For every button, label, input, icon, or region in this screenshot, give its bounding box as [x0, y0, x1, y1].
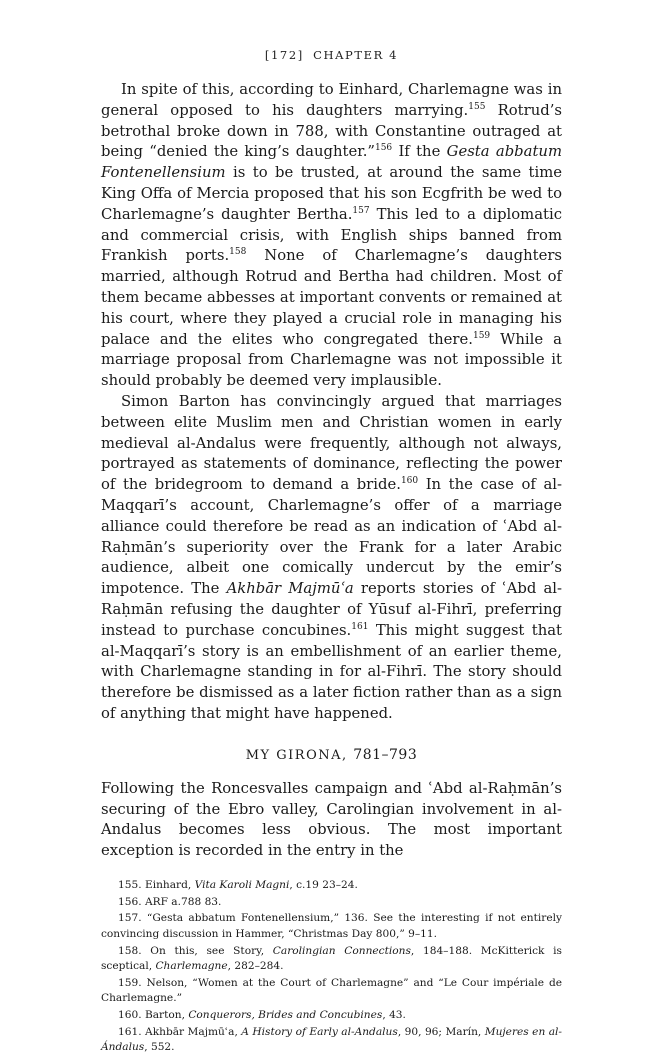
footnote-ref: 158: [229, 247, 247, 258]
italic-title: Charlemagne: [155, 960, 228, 973]
section-heading: [101, 747, 562, 763]
running-head: [101, 48, 562, 62]
paragraph-2: Simon Barton has convincingly argued that marriages between elite Muslim men and Christian women in early medieval al-Andalus were frequently, although not always, portrayed as statements of dominance, reflecting the power of the bridegroom to demand a bride.$^{160}$ In the case of al-Maqqarī’s account, Charlemagne’s offer of a marriage alliance could therefore be read as an indication of ʿAbd al-Raḥmān’s superiority over the Frank for a later Arabic audience, albeit one comically undercut by the emir’s impotence. The Akhbār Majmūʿa reports stories of ʿAbd al-Raḥmān refusing the daughter of Yūsuf al-Fihrī, preferring instead to purchase concubines.$^{161}$ This might suggest that al-Maqqarī’s story is an embellishment of an earlier theme, with Charlemagne standing in for al-Fihrī. The story should therefore be dismissed as a later fiction rather than as a sign of anything that might have happened.: [101, 392, 563, 722]
italic-title: Vita Karoli Magni: [194, 878, 290, 891]
footnote: 157. “Gesta abbatum Fontenellensium,” 136. See the interesting if not entirely convincing discussion in Hammer, “Christmas Day 800,” 9–11.: [101, 912, 562, 940]
footnote-ref: 155: [468, 101, 486, 112]
paragraph-1: In spite of this, according to Einhard, Charlemagne was in general opposed to his daughters marrying.$^{155}$ Rotrud’s betrothal broke down in 788, with Constantine outraged at being “denied the king’s daughter.”$^{156}$ If the Gesta abbatum Fontenellensium is to be trusted, at around the same time King Offa of Mercia proposed that his son Ecgfrith be wed to Charlemagne’s daughter Bertha.$^{157}$ This led to a diplomatic and commercial crisis, with English ships banned from Frankish ports.$^{158}$ None of Charlemagne’s daughters married, although Rotrud and Bertha had children. Most of them became abbesses at important convents or remained at his court, where they played a crucial role in managing his palace and the elites who congregated there.$^{159}$ While a marriage proposal from Charlemagne was not impossible it should probably be deemed very implausible.: [101, 81, 562, 390]
footnote-ref: 159: [472, 330, 491, 341]
footnote: 155. Einhard, Vita Karoli Magni, c.19 23–24.: [118, 878, 358, 891]
page-number: [172]: [264, 48, 304, 62]
section-heading-text: MY GIRONA,: [245, 747, 354, 763]
italic-title: Carolingian Connections: [272, 944, 411, 957]
italic-title: Gesta abbatum Fontenellensium: [101, 143, 562, 182]
section-heading-dates: 781–793: [353, 746, 418, 763]
footnote: 158. On this, see Story, Carolingian Connections, 184–188. McKitterick is sceptical, Charlemagne, 282–284.: [101, 944, 562, 973]
italic-title: A History of Early al-Andalus: [241, 1025, 398, 1038]
italic-title: Akhbār Majmūʿa: [226, 580, 354, 598]
paragraph-3: Following the Roncesvalles campaign and ʿAbd al-Raḥmān’s securing of the Ebro valley, Carolingian involvement in al-Andalus becomes less obvious. The most important exception is recorded in the entry in the: [101, 779, 562, 860]
footnote: 161. Akhbār Majmūʿa, A History of Early al-Andalus, 90, 96; Marín, Mujeres en al-Ándalus, 552.: [101, 1025, 563, 1054]
chapter-title: CHAPTER 4: [313, 48, 399, 62]
footnotes: [101, 878, 562, 1056]
footnote: 159. Nelson, “Women at the Court of Charlemagne” and “Le Cour impériale de Charlemagne.”: [101, 976, 562, 1005]
footnote-ref: 161: [351, 621, 369, 632]
italic-title: Conquerors, Brides and Concubines: [188, 1009, 383, 1022]
body-text: [101, 80, 562, 862]
footnote: 160. Barton, Conquerors, Brides and Concubines, 43.: [118, 1009, 406, 1022]
footnote: 156. ARF a.788 83.: [118, 895, 222, 908]
footnote-ref: 157: [352, 205, 370, 216]
footnote-ref: 160: [400, 476, 419, 487]
footnote-ref: 156: [374, 143, 393, 154]
italic-title: Mujeres en al-Ándalus: [101, 1025, 563, 1054]
